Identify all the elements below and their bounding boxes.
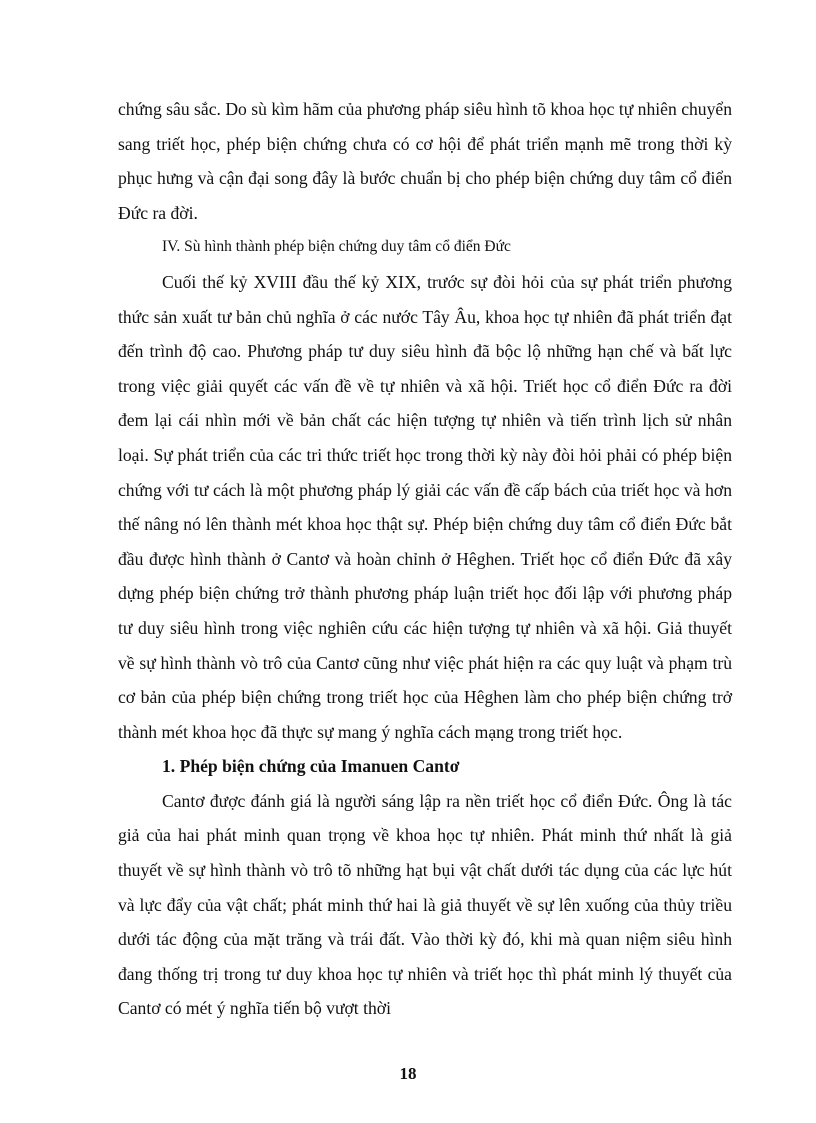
paragraph-continued: chứng sâu sắc. Do sù kìm hãm của phương pháp siêu hình tõ khoa học tự nhiên chuyển sang triết học, phép biện chứng chưa có cơ hội để phát triển mạnh mẽ trong thời kỳ phục hưng và cận đại song đây là bước chuẩn bị cho phép biện chứng duy tâm cổ điển Đức ra đời. bbox=[118, 99, 732, 223]
subsection-heading-kant: 1. Phép biện chứng của Imanuen Cantơ bbox=[162, 756, 460, 777]
page-body bbox=[118, 92, 732, 1026]
section-heading-iv: IV. Sù hình thành phép biện chứng duy tâm cổ điển Đức bbox=[162, 238, 511, 256]
page-number: 18 bbox=[399, 1064, 417, 1083]
paragraph-kant: Cantơ được đánh giá là người sáng lập ra nền triết học cổ điển Đức. Ông là tác giả của hai phát minh quan trọng về khoa học tự nhiên. Phát minh thứ nhất là giả thuyết về sự hình thành vò trô tõ những hạt bụi vật chất dưới tác dụng của các lực hút và lực đẩy của vật chất; phát minh thứ hai là giả thuyết về sự lên xuống của thủy triều dưới tác động của mặt trăng và trái đất. Vào thời kỳ đó, khi mà quan niệm siêu hình đang thống trị trong tư duy khoa học tự nhiên và triết học thì phát minh lý thuyết của Cantơ có mét ý nghĩa tiến bộ vượt thời bbox=[118, 790, 732, 1019]
paragraph-german-dialectics: Cuối thế kỷ XVIII đầu thế kỷ XIX, trước sự đòi hỏi của sự phát triển phương thức sản xuất tư bản chủ nghĩa ở các nước Tây Âu, khoa học tự nhiên đã phát triển đạt đến trình độ cao. Phương pháp tư duy siêu hình đã bộc lộ những hạn chế và bất lực trong việc giải quyết các vấn đề về tự nhiên và xã hội. Triết học cổ điển Đức ra đời đem lại cái nhìn mới về bản chất các hiện tượng tự nhiên và tiến trình lịch sử nhân loại. Sự phát triển của các tri thức triết học trong thời kỳ này đòi hỏi phải có phép biện chứng với tư cách là một phương pháp lý giải các vấn đề cấp bách của triết học và hơn thế nâng nó lên thành mét khoa học thật sự. Phép biện chứng duy tâm cổ điển Đức bắt đầu được hình thành ở Cantơ và hoàn chỉnh ở Hêghen. Triết học cổ điển Đức đã xây dựng phép biện chứng trở thành phương pháp luận triết học đối lập với phương pháp tư duy siêu hình trong việc nghiên cứu các hiện tượng tự nhiên và xã hội. Giả thuyết về sự hình thành vò trô của Cantơ cũng như việc phát hiện ra các quy luật và phạm trù cơ bản của phép biện chứng trong triết học của Hêghen làm cho phép biện chứng trở thành mét khoa học đã thực sự mang ý nghĩa cách mạng trong triết học. bbox=[118, 271, 732, 742]
